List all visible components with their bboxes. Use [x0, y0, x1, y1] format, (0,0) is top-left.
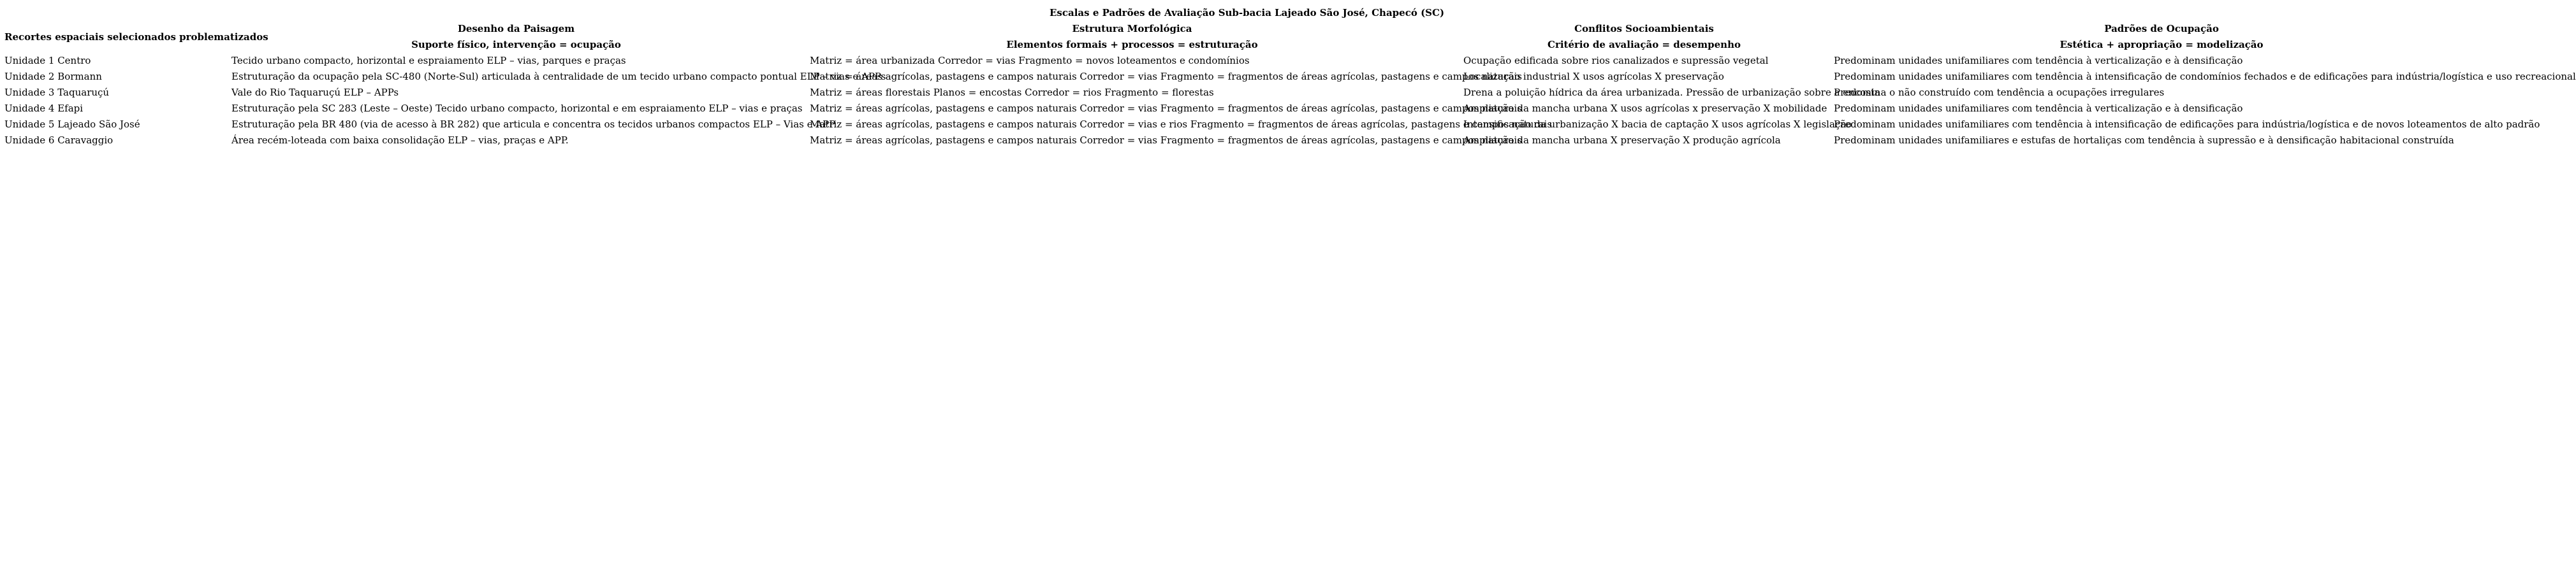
table-row: [0, 133, 2494, 148]
subheader-estrutura: Elementos formais + processos = estruturação: [1006, 39, 1258, 50]
cell-estrutura: Matriz = área urbanizada Corredor = vias Fragmento = novos loteamentos e condomínios: [810, 55, 1250, 66]
table-row: [0, 53, 2494, 69]
cell-padroes: Predominam unidades unifamiliares com tendência à intensificação de condomínios fechados e de edificações para indústria/logística e uso recreacional: [1834, 71, 2576, 82]
cell-desenho: Tecido urbano compacto, horizontal e espraiamento ELP – vias, parques e praças: [231, 55, 626, 66]
table-row: [0, 117, 2494, 133]
cell-estrutura: Matriz = áreas florestais Planos = encostas Corredor = rios Fragmento = florestas: [810, 87, 1214, 98]
header-row-sub: [0, 37, 2494, 53]
cell-desenho: Estruturação da ocupação pela SC-480 (Norte-Sul) articulada à centralidade de um tecido urbano compacto pontual ELP – vias e APPs: [231, 71, 886, 82]
cell-conflitos: Drena a poluição hídrica da área urbanizada. Pressão de urbanização sobre a encosta: [1463, 87, 1880, 98]
table-title: Escalas e Padrões de Avaliação Sub-bacia Lajeado São José, Chapecó (SC): [1050, 7, 1445, 18]
cell-padroes: Predominam unidades unifamiliares e estufas de hortaliças com tendência à supressão e à densificação habitacional construída: [1834, 134, 2454, 146]
cell-desenho: Vale do Rio Taquaruçú ELP – APPs: [231, 87, 399, 98]
cell-conflitos: Localização industrial X usos agrícolas X preservação: [1463, 71, 1724, 82]
document: [0, 0, 2576, 148]
table-row: [0, 69, 2494, 85]
cell-conflitos: Ampliação da mancha urbana X preservação X produção agrícola: [1463, 134, 1781, 146]
header-estrutura: Estrutura Morfológica: [1072, 23, 1192, 34]
cell-unit: Unidade 2 Bormann: [4, 71, 102, 82]
cell-estrutura: Matriz = áreas agrícolas, pastagens e campos naturais Corredor = vias Fragmento = fragmentos de áreas agrícolas, pastagens e campos naturais: [810, 71, 1522, 82]
table-row: [0, 85, 2494, 101]
cell-padroes: Predominam unidades unifamiliares com tendência à intensificação de edificações para indústria/logística e de novos loteamentos de alto padrão: [1834, 119, 2540, 130]
cell-padroes: Predomina o não construído com tendência a ocupações irregulares: [1834, 87, 2165, 98]
cell-conflitos: Ocupação edificada sobre rios canalizados e supressão vegetal: [1463, 55, 1769, 66]
cell-unit: Unidade 4 Efapi: [4, 103, 84, 114]
cell-padroes: Predominam unidades unifamiliares com tendência à verticalização e à densificação: [1834, 103, 2243, 114]
cell-desenho: Área recém-loteada com baixa consolidação ELP – vias, praças e APP.: [231, 134, 569, 146]
cell-unit: Unidade 3 Taquaruçú: [4, 87, 110, 98]
cell-conflitos: Intensificação da urbanização X bacia de captação X usos agrícolas X legislação: [1463, 119, 1852, 130]
cell-estrutura: Matriz = áreas agrícolas, pastagens e campos naturais Corredor = vias Fragmento = fragmentos de áreas agrícolas, pastagens e campos naturais: [810, 103, 1522, 114]
header-row-top: [0, 21, 2494, 37]
cell-unit: Unidade 1 Centro: [4, 55, 91, 66]
title-row: [0, 5, 2494, 21]
header-recortes: Recortes espaciais selecionados problematizados: [4, 31, 268, 43]
cell-unit: Unidade 6 Caravaggio: [4, 134, 113, 146]
cell-desenho: Estruturação pela SC 283 (Leste – Oeste) Tecido urbano compacto, horizontal e em espraiamento ELP – vias e praças: [231, 103, 803, 114]
subheader-conflitos: Critério de avaliação = desempenho: [1548, 39, 1741, 50]
cell-padroes: Predominam unidades unifamiliares com tendência à verticalização e à densificação: [1834, 55, 2243, 66]
cell-unit: Unidade 5 Lajeado São José: [4, 119, 140, 130]
cell-estrutura: Matriz = áreas agrícolas, pastagens e campos naturais Corredor = vias e rios Fragmento = fragmentos de áreas agrícolas, pastagens e campos naturais: [810, 119, 1553, 130]
evaluation-table: [0, 5, 2576, 148]
header-padroes: Padrões de Ocupação: [2104, 23, 2219, 34]
table-row: [0, 101, 2494, 117]
subheader-desenho: Suporte físico, intervenção = ocupação: [411, 39, 621, 50]
subheader-padroes: Estética + apropriação = modelização: [2060, 39, 2264, 50]
cell-desenho: Estruturação pela BR 480 (via de acesso à BR 282) que articula e concentra os tecidos urbanos compactos ELP – Vias e APP: [231, 119, 836, 130]
cell-conflitos: Ampliação da mancha urbana X usos agrícolas x preservação X mobilidade: [1463, 103, 1827, 114]
cell-estrutura: Matriz = áreas agrícolas, pastagens e campos naturais Corredor = vias Fragmento = fragmentos de áreas agrícolas, pastagens e campos naturais: [810, 134, 1522, 146]
header-conflitos: Conflitos Socioambientais: [1574, 23, 1714, 34]
header-desenho: Desenho da Paisagem: [457, 23, 575, 34]
